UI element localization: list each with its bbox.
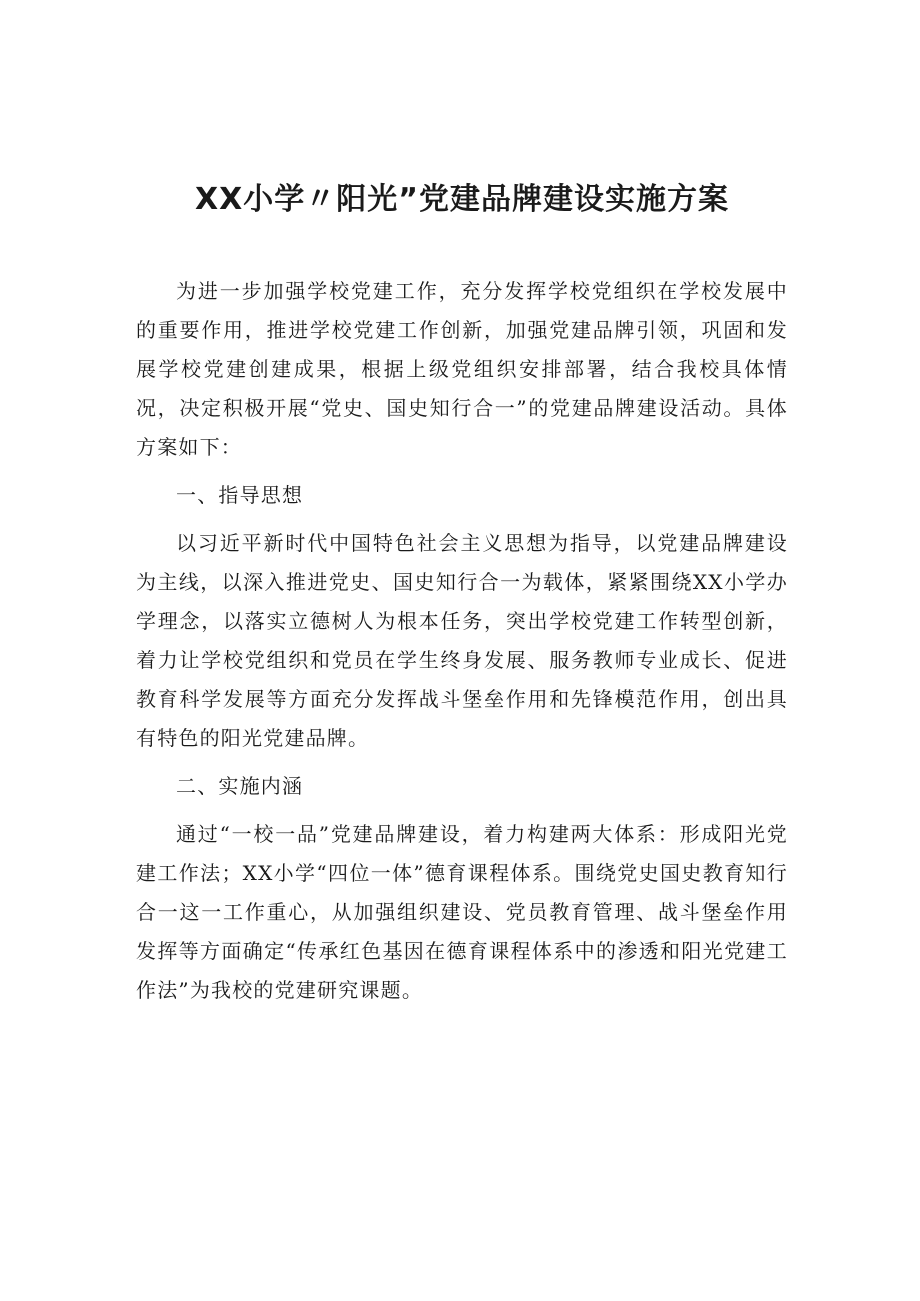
intro-paragraph: 为进一步加强学校党建工作，充分发挥学校党组织在学校发展中的重要作用，推进学校党建工作创新，加强党建品牌引领，巩固和发展学校党建创建成果，根据上级党组织安排部署，结合我校具体情况，决定积极开展“党史、国史知行合一”的党建品牌建设活动。具体方案如下： [136, 279, 788, 459]
section-body-guiding-ideology: 以习近平新时代中国特色社会主义思想为指导，以党建品牌建设为主线，以深入推进党史、国史知行合一为载体，紧紧围绕XX小学办学理念，以落实立德树人为根本任务，突出学校党建工作转型创新，着力让学校党组织和党员在学生终身发展、服务教师专业成长、促进教育科学发展等方面充分发挥战斗堡垒作用和先锋模范作用，创出具有特色的阳光党建品牌。 [136, 531, 788, 750]
section-heading-guiding-ideology: 一、指导思想 [176, 483, 304, 507]
section-heading-implementation: 二、实施内涵 [176, 774, 304, 798]
document-title: XX小学〃阳光”党建品牌建设实施方案 [195, 182, 729, 217]
document-body [136, 272, 788, 1010]
section-body-implementation: 通过“一校一品”党建品牌建设，着力构建两大体系：形成阳光党建工作法；XX小学“四位一体”德育课程体系。围绕党史国史教育知行合一这一工作重心，从加强组织建设、党员教育管理、战斗堡垒作用发挥等方面确定“传承红色基因在德育课程体系中的渗透和阳光党建工作法”为我校的党建研究课题。 [136, 822, 788, 1002]
